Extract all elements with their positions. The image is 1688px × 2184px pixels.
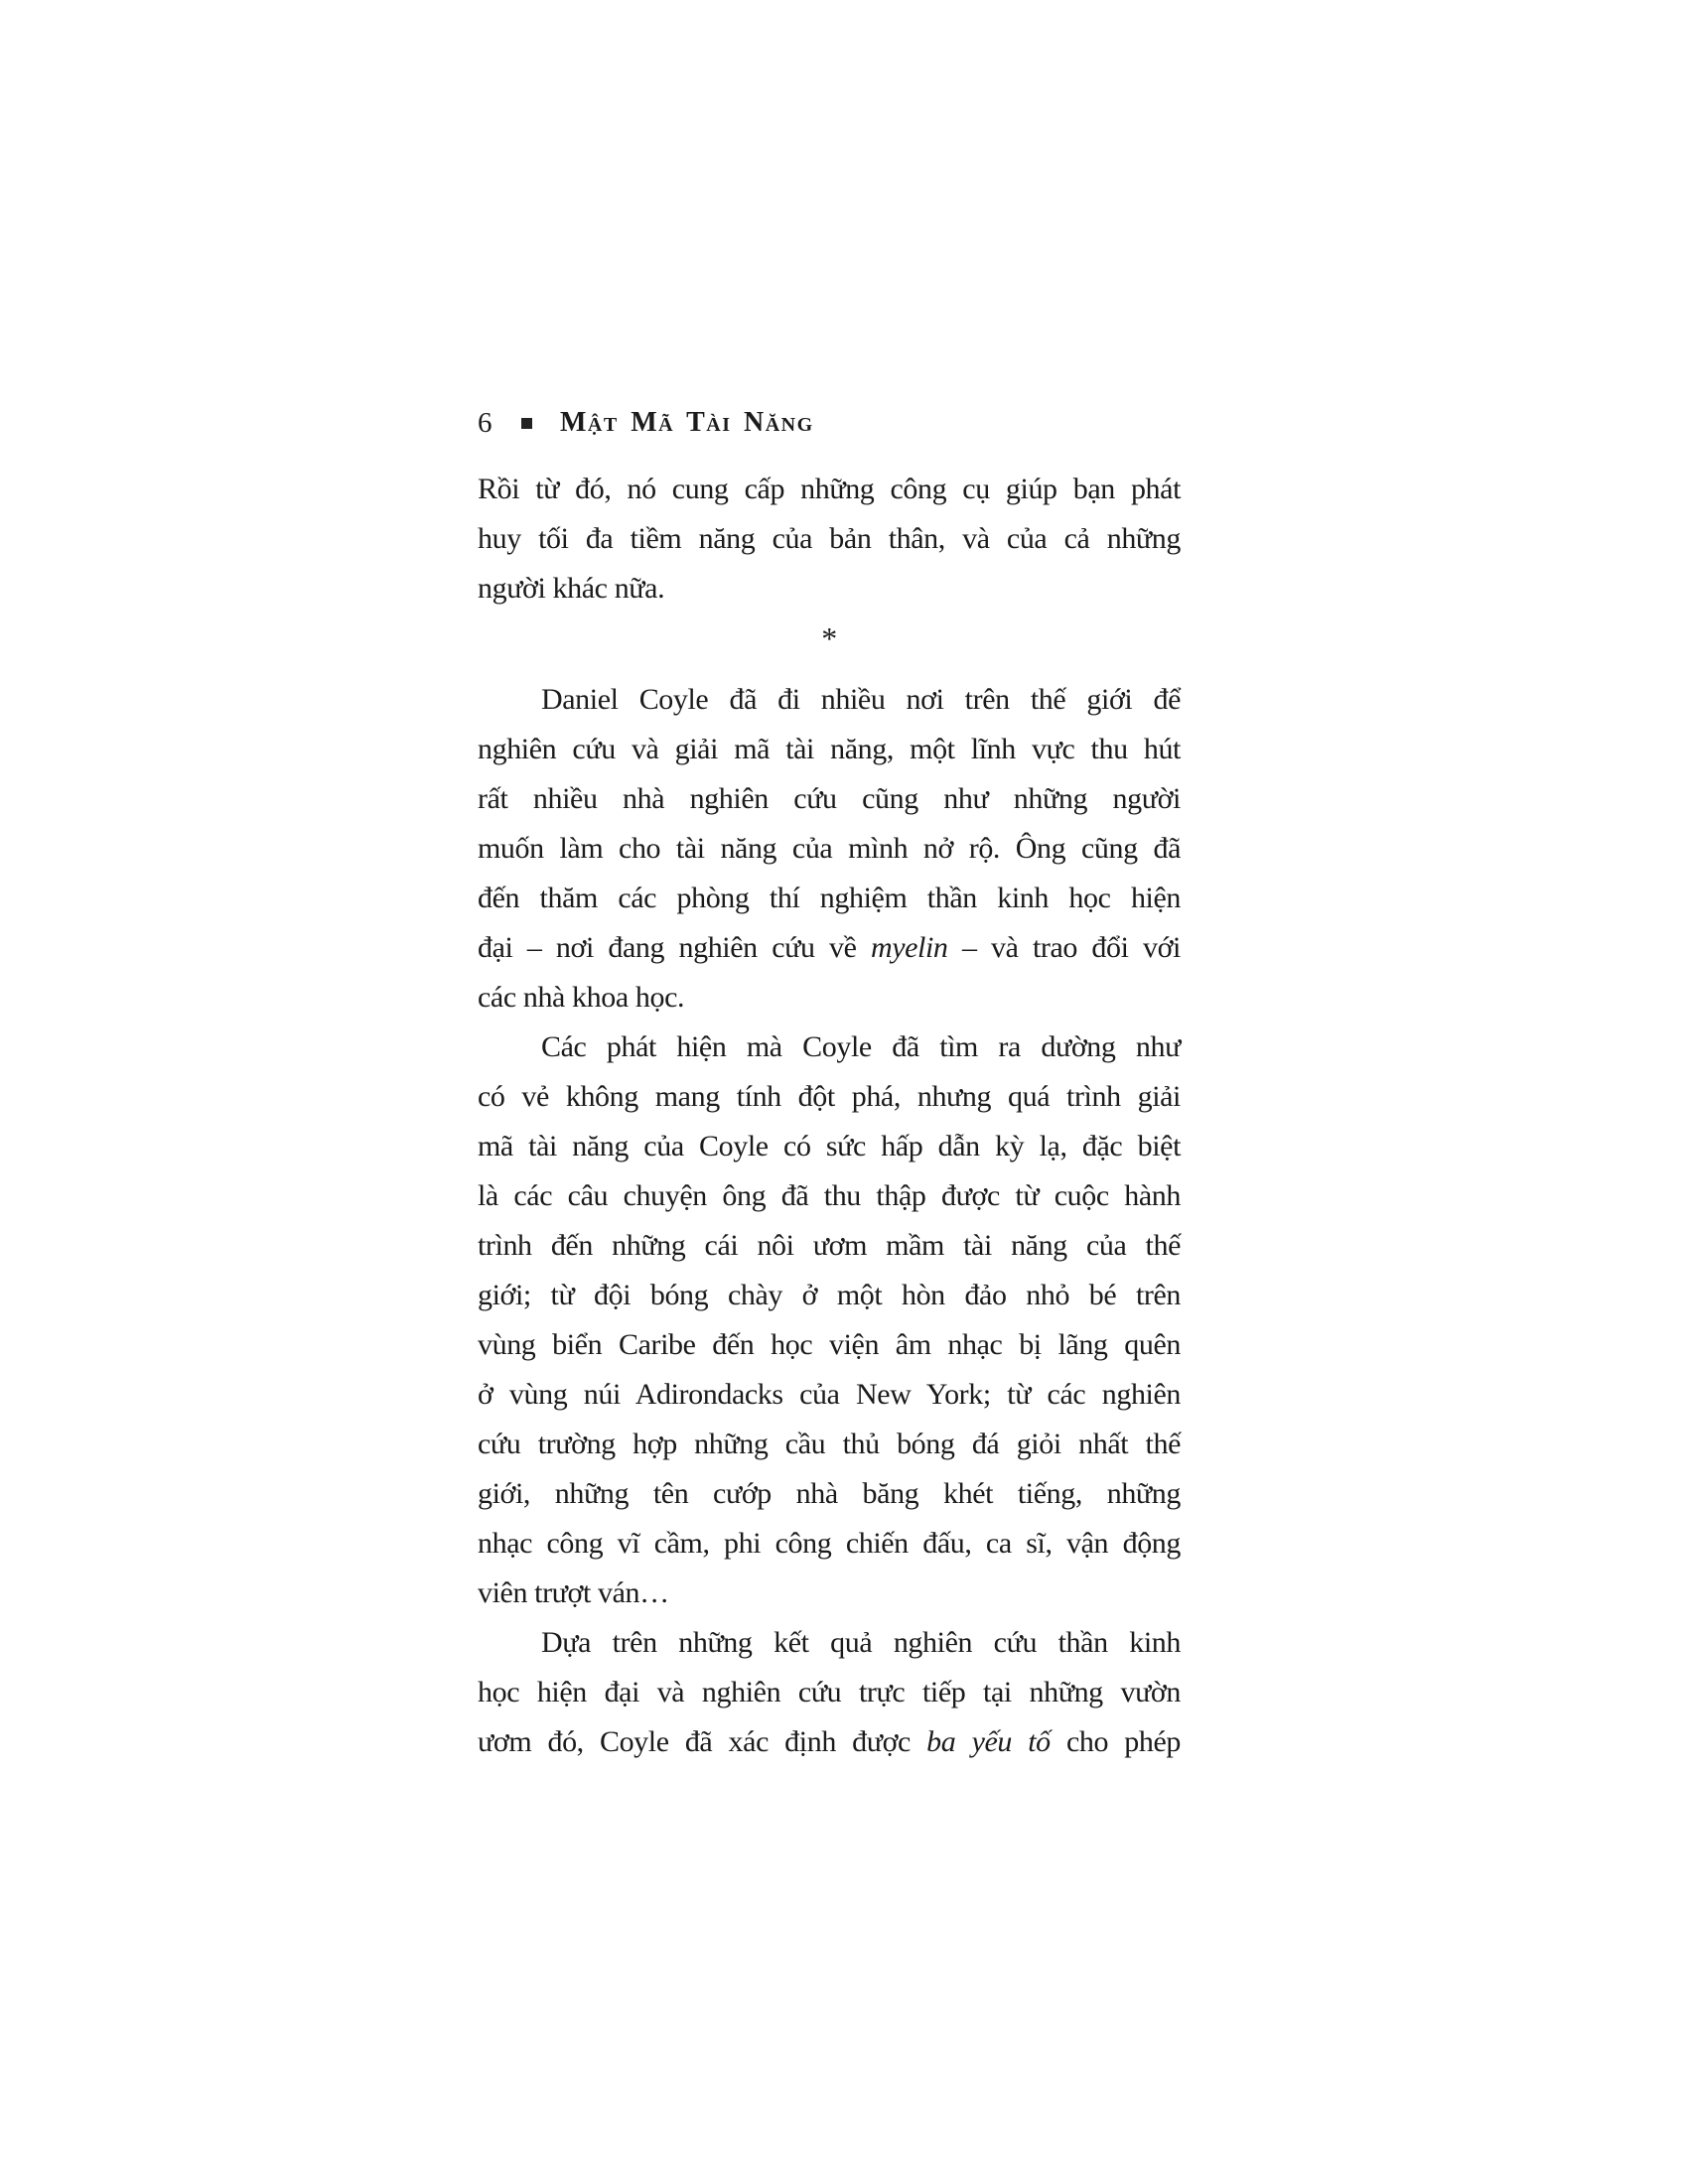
text-line <box>478 774 1181 824</box>
text-line <box>478 1122 1181 1171</box>
section-divider: * <box>821 620 837 656</box>
paragraph <box>478 1023 1181 1618</box>
text-line <box>478 1320 1181 1370</box>
text-line-content: Rồi từ đó, nó cung cấp những công cụ giúp bạn phát <box>478 473 1181 505</box>
text-line-content: đại – nơi đang nghiên cứu về myelin – và trao đổi với <box>478 931 1181 964</box>
text-line-content: người khác nữa. <box>478 572 665 605</box>
text-line <box>478 1171 1181 1221</box>
text-line-content: đến thăm các phòng thí nghiệm thần kinh học hiện <box>478 882 1181 914</box>
page-header <box>478 403 814 443</box>
text-line-content: Daniel Coyle đã đi nhiều nơi trên thế giới để <box>541 683 1181 716</box>
text-line-content: giới; từ đội bóng chày ở một hòn đảo nhỏ bé trên <box>478 1279 1181 1311</box>
text-line <box>478 1668 1181 1717</box>
text-line-content: Dựa trên những kết quả nghiên cứu thần kinh <box>541 1626 1181 1659</box>
text-line <box>478 874 1181 923</box>
text-line <box>478 973 1181 1023</box>
text-line <box>478 465 1181 514</box>
text-line <box>478 1221 1181 1271</box>
text-line <box>478 725 1181 774</box>
text-line-content: vùng biển Caribe đến học viện âm nhạc bị lãng quên <box>478 1328 1181 1361</box>
text-line-content: học hiện đại và nghiên cứu trực tiếp tại những vườn <box>478 1676 1181 1708</box>
text-line <box>478 1271 1181 1320</box>
text-line-content: Các phát hiện mà Coyle đã tìm ra dường như <box>541 1030 1181 1063</box>
text-line <box>478 1072 1181 1122</box>
square-bullet-icon <box>521 418 532 429</box>
text-line <box>478 1519 1181 1569</box>
text-line <box>478 1569 1181 1618</box>
text-line <box>478 564 1181 614</box>
text-line-content: nghiên cứu và giải mã tài năng, một lĩnh vực thu hút <box>478 733 1181 765</box>
text-line-content: cứu trường hợp những cầu thủ bóng đá giỏi nhất thế <box>478 1428 1181 1460</box>
text-line-content: mã tài năng của Coyle có sức hấp dẫn kỳ lạ, đặc biệt <box>478 1130 1181 1162</box>
paragraph <box>478 1618 1181 1767</box>
paragraph <box>478 675 1181 1023</box>
text-line <box>478 514 1181 564</box>
text-line-content: rất nhiều nhà nghiên cứu cũng như những người <box>478 782 1181 815</box>
text-line <box>478 1420 1181 1469</box>
page-body <box>478 465 1181 1767</box>
text-line-content: có vẻ không mang tính đột phá, nhưng quá trình giải <box>478 1080 1181 1113</box>
text-line <box>478 1023 1181 1072</box>
page-number: 6 <box>478 407 492 439</box>
paragraph <box>478 465 1181 614</box>
book-title: Mật Mã Tài Năng <box>560 407 814 438</box>
text-line <box>478 1469 1181 1519</box>
text-line-content: nhạc công vĩ cầm, phi công chiến đấu, ca sĩ, vận động <box>478 1527 1181 1560</box>
text-line-content: là các câu chuyện ông đã thu thập được từ cuộc hành <box>478 1179 1181 1212</box>
text-line-content: ở vùng núi Adirondacks của New York; từ các nghiên <box>478 1378 1181 1411</box>
text-line-content: trình đến những cái nôi ươm mầm tài năng của thế <box>478 1229 1181 1262</box>
text-line-content: viên trượt ván… <box>478 1576 669 1609</box>
text-line <box>478 824 1181 874</box>
text-line <box>478 1370 1181 1420</box>
text-line <box>478 1618 1181 1668</box>
text-line <box>478 1717 1181 1767</box>
text-line-content: huy tối đa tiềm năng của bản thân, và của cả những <box>478 522 1181 555</box>
text-line-content: giới, những tên cướp nhà băng khét tiếng, những <box>478 1477 1181 1510</box>
text-line-content: muốn làm cho tài năng của mình nở rộ. Ông cũng đã <box>478 832 1181 865</box>
text-line-content: ươm đó, Coyle đã xác định được ba yếu tố cho phép <box>478 1725 1181 1758</box>
text-line <box>478 675 1181 725</box>
text-line <box>478 923 1181 973</box>
text-line-content: các nhà khoa học. <box>478 981 685 1014</box>
